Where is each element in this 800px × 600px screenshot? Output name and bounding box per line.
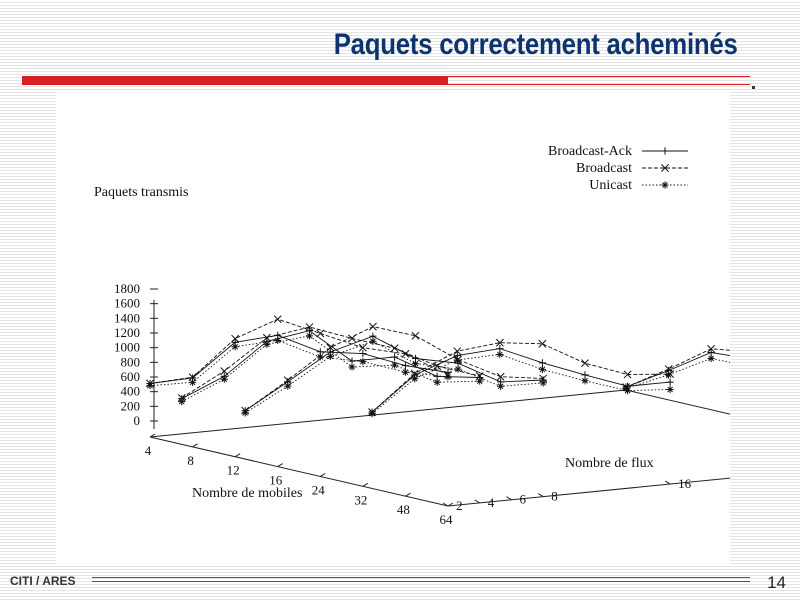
y-tick	[538, 494, 543, 497]
z-tick-label: 600	[120, 369, 140, 384]
star-marker	[369, 338, 376, 345]
plus-marker	[539, 359, 546, 366]
star-marker	[369, 410, 376, 417]
left-edge-line	[150, 390, 626, 437]
x-tick	[278, 464, 283, 467]
star-marker	[454, 365, 461, 372]
x-tick-label: 64	[439, 512, 453, 527]
z-tick-label: 800	[120, 354, 140, 370]
star-marker	[402, 369, 409, 376]
cross-marker	[391, 345, 398, 352]
star-marker	[708, 355, 715, 362]
star-marker	[327, 353, 334, 360]
z-tick-label: 1000	[114, 339, 140, 355]
legend-label: Broadcast	[576, 161, 632, 176]
y-tick-label: 16	[678, 476, 692, 492]
star-marker	[189, 379, 196, 386]
series-curve	[626, 353, 730, 388]
x-tick	[405, 493, 410, 496]
series-curve	[150, 335, 448, 383]
star-marker	[661, 181, 668, 188]
y-axis-title: Nombre de flux	[565, 456, 654, 471]
star-marker	[284, 383, 291, 390]
x-tick-label: 32	[354, 492, 368, 508]
z-tick-label: 400	[120, 383, 140, 399]
x-tick	[363, 483, 368, 486]
y-tick-label: 8	[551, 488, 558, 504]
x-tick	[235, 454, 240, 457]
slide-title: Paquets correctement acheminés	[334, 28, 738, 61]
chart-legend	[548, 144, 688, 193]
x-tick-label: 48	[396, 502, 410, 518]
y-tick-label: 6	[519, 491, 526, 507]
cross-marker	[369, 323, 376, 330]
star-marker	[359, 358, 366, 365]
z-axis-title: Paquets transmis	[94, 185, 189, 200]
footer-rule-top	[92, 577, 750, 578]
star-marker	[263, 341, 270, 348]
star-marker	[622, 385, 629, 392]
z-tick-label: 1800	[114, 281, 140, 296]
y-tick-label: 2	[456, 498, 463, 513]
z-tick-label: 0	[133, 413, 140, 428]
footer-rule-bottom	[92, 581, 750, 582]
x-axis-title: Nombre de mobiles	[192, 486, 303, 501]
plus-marker	[661, 147, 668, 154]
x-tick-label: 24	[311, 482, 325, 498]
star-marker	[221, 376, 228, 383]
legend-label: Broadcast-Ack	[548, 144, 632, 159]
cross-marker	[581, 360, 588, 367]
star-marker	[348, 363, 355, 370]
page-number: 14	[767, 573, 786, 592]
star-marker	[539, 366, 546, 373]
y-tick-label: 4	[487, 494, 495, 510]
star-marker	[391, 361, 398, 368]
star-marker	[178, 398, 185, 405]
series-curve	[626, 343, 730, 387]
star-marker	[242, 409, 249, 416]
cross-marker	[412, 332, 419, 339]
corner-mark	[752, 86, 755, 89]
z-tick-label: 1200	[114, 325, 140, 340]
title-rule-top	[448, 76, 750, 77]
x-tick-label: 8	[187, 452, 194, 468]
star-marker	[581, 377, 588, 384]
x-tick-label: 4	[144, 443, 152, 458]
x-tick	[193, 444, 198, 447]
z-tick-label: 200	[120, 398, 140, 414]
title-rule-bottom	[448, 84, 750, 85]
title-accent-bar	[22, 76, 448, 85]
z-tick-label: 1600	[114, 295, 140, 311]
star-marker	[540, 379, 547, 386]
legend-label: Unicast	[589, 178, 632, 193]
chart-labels	[94, 185, 730, 527]
star-marker	[667, 386, 674, 393]
star-marker	[412, 360, 419, 367]
star-marker	[434, 379, 441, 386]
x-tick-label: 12	[226, 462, 240, 478]
star-marker	[411, 375, 418, 382]
star-marker	[274, 337, 281, 344]
back-edge-line	[626, 390, 730, 459]
chart-panel	[56, 92, 730, 564]
y-tick	[665, 481, 670, 484]
z-tick-label: 1400	[114, 310, 140, 326]
plus-marker	[391, 353, 398, 360]
star-marker	[306, 332, 313, 339]
star-marker	[317, 353, 324, 360]
x-tick	[320, 473, 325, 476]
series-curve	[626, 358, 730, 388]
plus-marker	[667, 379, 674, 386]
star-marker	[444, 373, 451, 380]
plus-marker	[359, 350, 366, 357]
y-tick	[475, 500, 480, 503]
star-marker	[665, 371, 672, 378]
x-tick-label: 16	[269, 472, 283, 488]
star-marker	[497, 383, 504, 390]
chart-3d-lines	[56, 92, 730, 564]
star-marker	[496, 351, 503, 358]
footer-org-label: CITI / ARES	[10, 574, 76, 588]
cross-marker	[274, 316, 281, 323]
y-tick	[506, 497, 511, 500]
chart-curves	[146, 316, 730, 418]
